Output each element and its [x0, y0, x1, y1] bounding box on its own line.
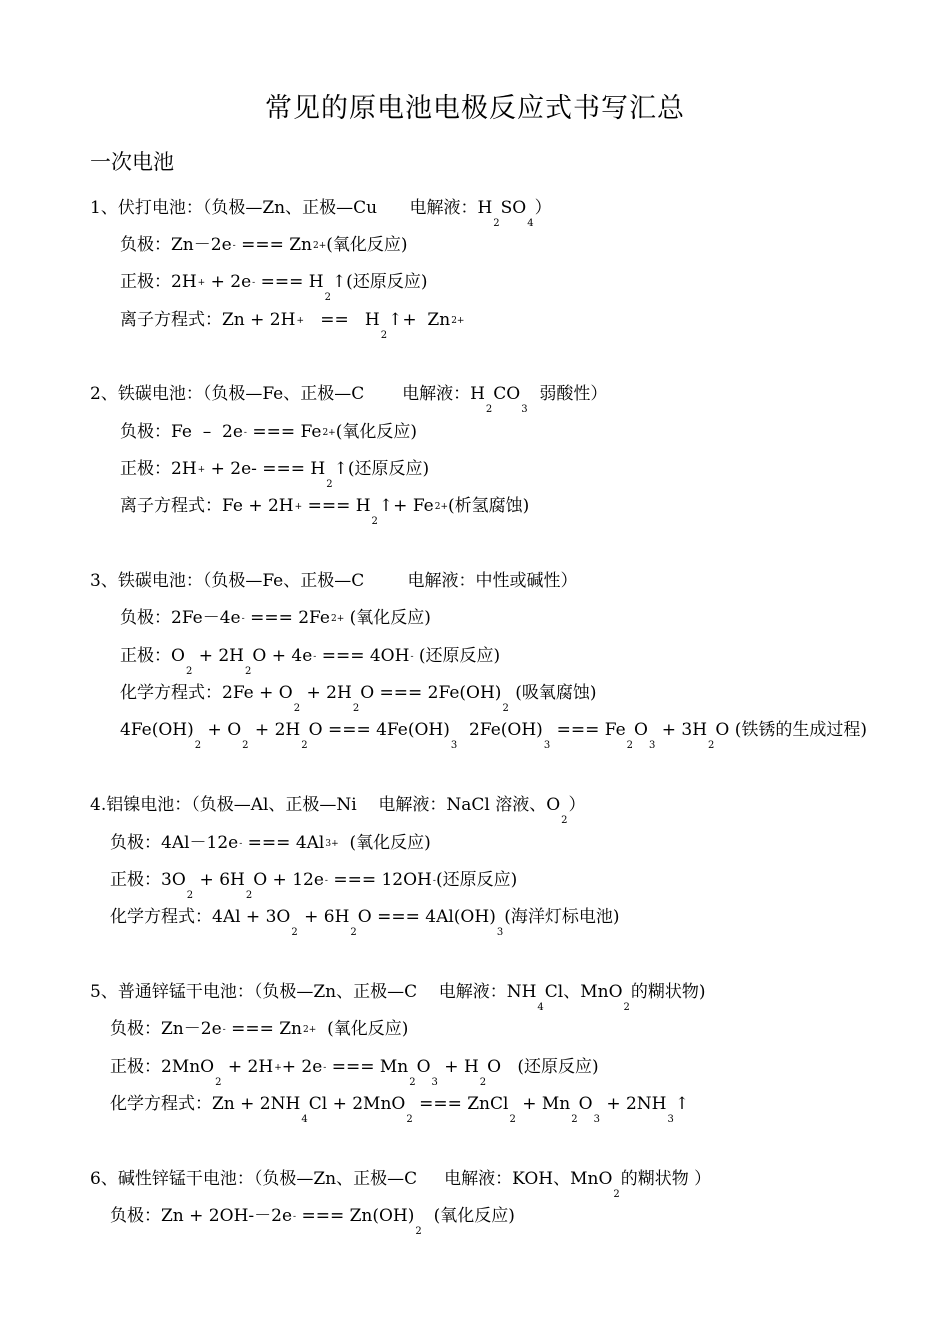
subscript: 2: [502, 703, 509, 714]
formula-text: 2Fe(OH): [458, 720, 543, 740]
subscript: 3: [521, 404, 528, 415]
subscript: 2: [245, 666, 252, 677]
formula-text: 正极：3O: [110, 870, 186, 890]
formula-text: + 3H: [656, 720, 708, 740]
formula-text: O === 2Fe(OH): [360, 683, 502, 703]
superscript: -: [313, 652, 317, 662]
battery-2-ionic-eq: [120, 494, 530, 527]
formula-text: (吸氧腐蚀): [509, 683, 597, 703]
formula-text: 5、普通锌锰干电池：（负极—Zn、正极—C 电解液：NH: [90, 982, 537, 1002]
formula-text: === H: [302, 496, 371, 516]
formula-text: + H: [438, 1057, 479, 1077]
formula-text: + 2H: [222, 1057, 274, 1077]
formula-text: === 2Fe: [244, 608, 330, 628]
subscript: 2: [186, 890, 194, 901]
formula-text: === Fe: [551, 720, 626, 740]
formula-text: (氧化反应): [338, 833, 431, 853]
superscript: -: [324, 876, 328, 886]
formula-text: + 2e: [205, 272, 252, 292]
superscript: -: [232, 241, 236, 251]
subscript: 2: [215, 1077, 222, 1088]
formula-text: + 2e- === H: [205, 459, 326, 479]
battery-3-chem-eq: [120, 681, 597, 714]
superscript: +: [296, 316, 305, 326]
formula-text: 1、伏打电池：（负极—Zn、正极—Cu 电解液：H: [90, 198, 493, 218]
subscript: 2: [626, 740, 634, 751]
formula-text: ）: [568, 795, 586, 815]
formula-text: 负极：Zn－2e: [120, 235, 232, 255]
superscript: -: [252, 278, 256, 288]
subscript: 3: [667, 1114, 674, 1125]
section-heading: 一次电池: [90, 150, 174, 174]
formula-text: 离子方程式：Zn + 2H: [120, 310, 296, 330]
formula-text: O === 4Fe(OH): [308, 720, 450, 740]
formula-text: 负极：Zn + 2OH-－2e: [110, 1206, 293, 1226]
formula-text: ↑+ Fe: [378, 496, 434, 516]
formula-text: O (铁锈的生成过程): [715, 720, 868, 740]
formula-text: === ZnCl: [413, 1094, 509, 1114]
subscript: 2: [352, 703, 360, 714]
battery-2-heading: [90, 382, 608, 415]
formula-text: === 4OH: [316, 646, 410, 666]
battery-3-cathode: [120, 644, 501, 677]
superscript: 3+: [325, 839, 339, 849]
formula-text: 6、碱性锌锰干电池：（负极—Zn、正极—C 电解液：KOH、MnO: [90, 1169, 613, 1189]
formula-text: (还原反应): [413, 646, 501, 666]
subscript: 2: [485, 404, 493, 415]
subscript: 2: [479, 1077, 487, 1088]
subscript: 2: [561, 815, 568, 826]
formula-text: Cl、MnO: [544, 982, 623, 1002]
battery-4-chem-eq: [110, 905, 620, 938]
superscript: 2+: [330, 614, 345, 624]
subscript: 3: [593, 1114, 600, 1125]
subscript: 2: [326, 479, 333, 490]
formula-text: O + 12e: [253, 870, 324, 890]
subscript: 3: [543, 740, 551, 751]
formula-text: + 2H: [193, 646, 245, 666]
formula-text: + 2e: [281, 1057, 323, 1077]
subscript: 2: [509, 1114, 516, 1125]
superscript: 2+: [322, 428, 336, 438]
subscript: 2: [409, 1077, 416, 1088]
superscript: -: [222, 1025, 226, 1035]
formula-text: (氧化反应): [344, 608, 431, 628]
superscript: 2+: [313, 241, 327, 251]
superscript: 2+: [303, 1025, 317, 1035]
battery-4-cathode: [110, 868, 518, 901]
subscript: 3: [496, 927, 504, 938]
formula-text: 离子方程式：Fe + 2H: [120, 496, 294, 516]
subscript: 2: [571, 1114, 578, 1125]
formula-text: (氧化反应): [326, 235, 408, 255]
battery-2-anode: [120, 420, 417, 444]
subscript: 4: [527, 218, 534, 229]
subscript: 2: [613, 1189, 620, 1200]
battery-5-heading: [90, 980, 706, 1013]
formula-text: 化学方程式：2Fe + O: [120, 683, 293, 703]
formula-text: + 2NH: [600, 1094, 667, 1114]
subscript: 3: [648, 740, 656, 751]
superscript: +: [274, 1063, 282, 1073]
subscript: 2: [185, 666, 193, 677]
formula-text: Cl + 2MnO: [308, 1094, 406, 1114]
superscript: -: [243, 428, 247, 438]
subscript: 2: [350, 927, 357, 938]
formula-text: 负极：Fe – 2e: [120, 422, 243, 442]
subscript: 2: [708, 740, 715, 751]
formula-text: (氧化反应): [316, 1019, 409, 1039]
subscript: 2: [493, 218, 500, 229]
battery-4-heading: [90, 793, 586, 826]
battery-1-ionic-eq: [120, 308, 465, 341]
formula-text: === Mn: [326, 1057, 409, 1077]
subscript: 2: [293, 703, 301, 714]
formula-text: + 2H: [249, 720, 301, 740]
formula-text: 正极：2H: [120, 459, 197, 479]
battery-3-rust-eq: [120, 718, 868, 751]
formula-text: + Mn: [516, 1094, 571, 1114]
subscript: 3: [431, 1077, 438, 1088]
subscript: 4: [537, 1002, 544, 1013]
superscript: -: [239, 839, 243, 849]
formula-text: O === 4Al(OH): [357, 907, 496, 927]
subscript: 2: [380, 330, 388, 341]
formula-text: 的糊状物): [630, 982, 706, 1002]
formula-text: ↑(还原反应): [333, 459, 430, 479]
formula-text: 化学方程式：4Al + 3O: [110, 907, 291, 927]
formula-text: 的糊状物 ）: [620, 1169, 712, 1189]
subscript: 2: [242, 740, 249, 751]
formula-text: === Zn(OH): [296, 1206, 415, 1226]
battery-3-anode: [120, 606, 431, 630]
formula-text: 弱酸性）: [528, 384, 608, 404]
battery-1-anode: [120, 233, 408, 257]
formula-text: 3、铁碳电池：（负极—Fe、正极—C 电解液：中性或碱性）: [90, 571, 578, 591]
formula-text: === Zn: [235, 235, 312, 255]
formula-text: + O: [202, 720, 242, 740]
subscript: 2: [291, 927, 298, 938]
battery-6-heading: [90, 1167, 712, 1200]
subscript: 4: [301, 1114, 308, 1125]
battery-3-heading: [90, 569, 577, 593]
formula-text: 2、铁碳电池：（负极—Fe、正极—C 电解液：H: [90, 384, 485, 404]
formula-text: (还原反应): [435, 870, 518, 890]
battery-1-heading: [90, 196, 552, 229]
formula-text: O: [578, 1094, 593, 1114]
superscript: -: [323, 1063, 327, 1073]
subscript: 2: [406, 1114, 413, 1125]
subscript: 2: [194, 740, 202, 751]
subscript: 2: [324, 292, 331, 303]
battery-4-anode: [110, 831, 431, 855]
superscript: +: [197, 278, 206, 288]
document-title: 常见的原电池电极反应式书写汇总: [265, 93, 685, 124]
formula-text: O + 4e: [252, 646, 313, 666]
superscript: 2+: [451, 316, 465, 326]
formula-text: 4Fe(OH): [120, 720, 194, 740]
battery-5-chem-eq: [110, 1092, 690, 1125]
superscript: -: [432, 876, 436, 886]
battery-6-anode: [110, 1204, 515, 1237]
formula-text: + 6H: [298, 907, 350, 927]
formula-text: ）: [534, 198, 552, 218]
superscript: -: [293, 1212, 297, 1222]
battery-5-anode: [110, 1017, 408, 1041]
subscript: 2: [301, 740, 308, 751]
formula-text: (氧化反应): [335, 422, 417, 442]
superscript: -: [241, 614, 245, 624]
formula-text: 化学方程式：Zn + 2NH: [110, 1094, 301, 1114]
formula-text: + 6H: [194, 870, 245, 890]
subscript: 2: [623, 1002, 630, 1013]
subscript: 2: [245, 890, 253, 901]
formula-text: SO: [500, 198, 527, 218]
superscript: +: [197, 465, 206, 475]
formula-text: 负极：2Fe－4e: [120, 608, 241, 628]
subscript: 3: [450, 740, 458, 751]
battery-2-cathode: [120, 457, 430, 490]
formula-text: O: [416, 1057, 431, 1077]
formula-text: ↑: [674, 1094, 690, 1114]
formula-text: 正极：2H: [120, 272, 197, 292]
formula-text: == H: [304, 310, 380, 330]
superscript: -: [410, 652, 414, 662]
formula-text: ↑+ Zn: [388, 310, 451, 330]
formula-text: (氧化反应): [422, 1206, 515, 1226]
battery-5-cathode: [110, 1055, 599, 1088]
formula-text: === Zn: [225, 1019, 302, 1039]
superscript: 2+: [434, 502, 449, 512]
formula-text: (析氢腐蚀): [448, 496, 530, 516]
formula-text: 正极：O: [120, 646, 185, 666]
subscript: 2: [415, 1226, 422, 1237]
superscript: +: [294, 502, 303, 512]
formula-text: O (还原反应): [487, 1057, 599, 1077]
subscript: 2: [371, 516, 378, 527]
formula-text: === Fe: [246, 422, 322, 442]
formula-text: === H: [255, 272, 324, 292]
formula-text: CO: [493, 384, 521, 404]
formula-text: 负极：4Al－12e: [110, 833, 239, 853]
formula-text: 负极：Zn－2e: [110, 1019, 222, 1039]
formula-text: === 4Al: [242, 833, 325, 853]
battery-1-cathode: [120, 270, 428, 303]
formula-text: 4.铝镍电池：（负极—Al、正极—Ni 电解液：NaCl 溶液、O: [90, 795, 561, 815]
formula-text: O: [634, 720, 648, 740]
formula-text: ↑(还原反应): [331, 272, 428, 292]
formula-text: === 12OH: [327, 870, 432, 890]
formula-text: 正极：2MnO: [110, 1057, 215, 1077]
formula-text: (海洋灯标电池): [504, 907, 620, 927]
formula-text: + 2H: [301, 683, 352, 703]
